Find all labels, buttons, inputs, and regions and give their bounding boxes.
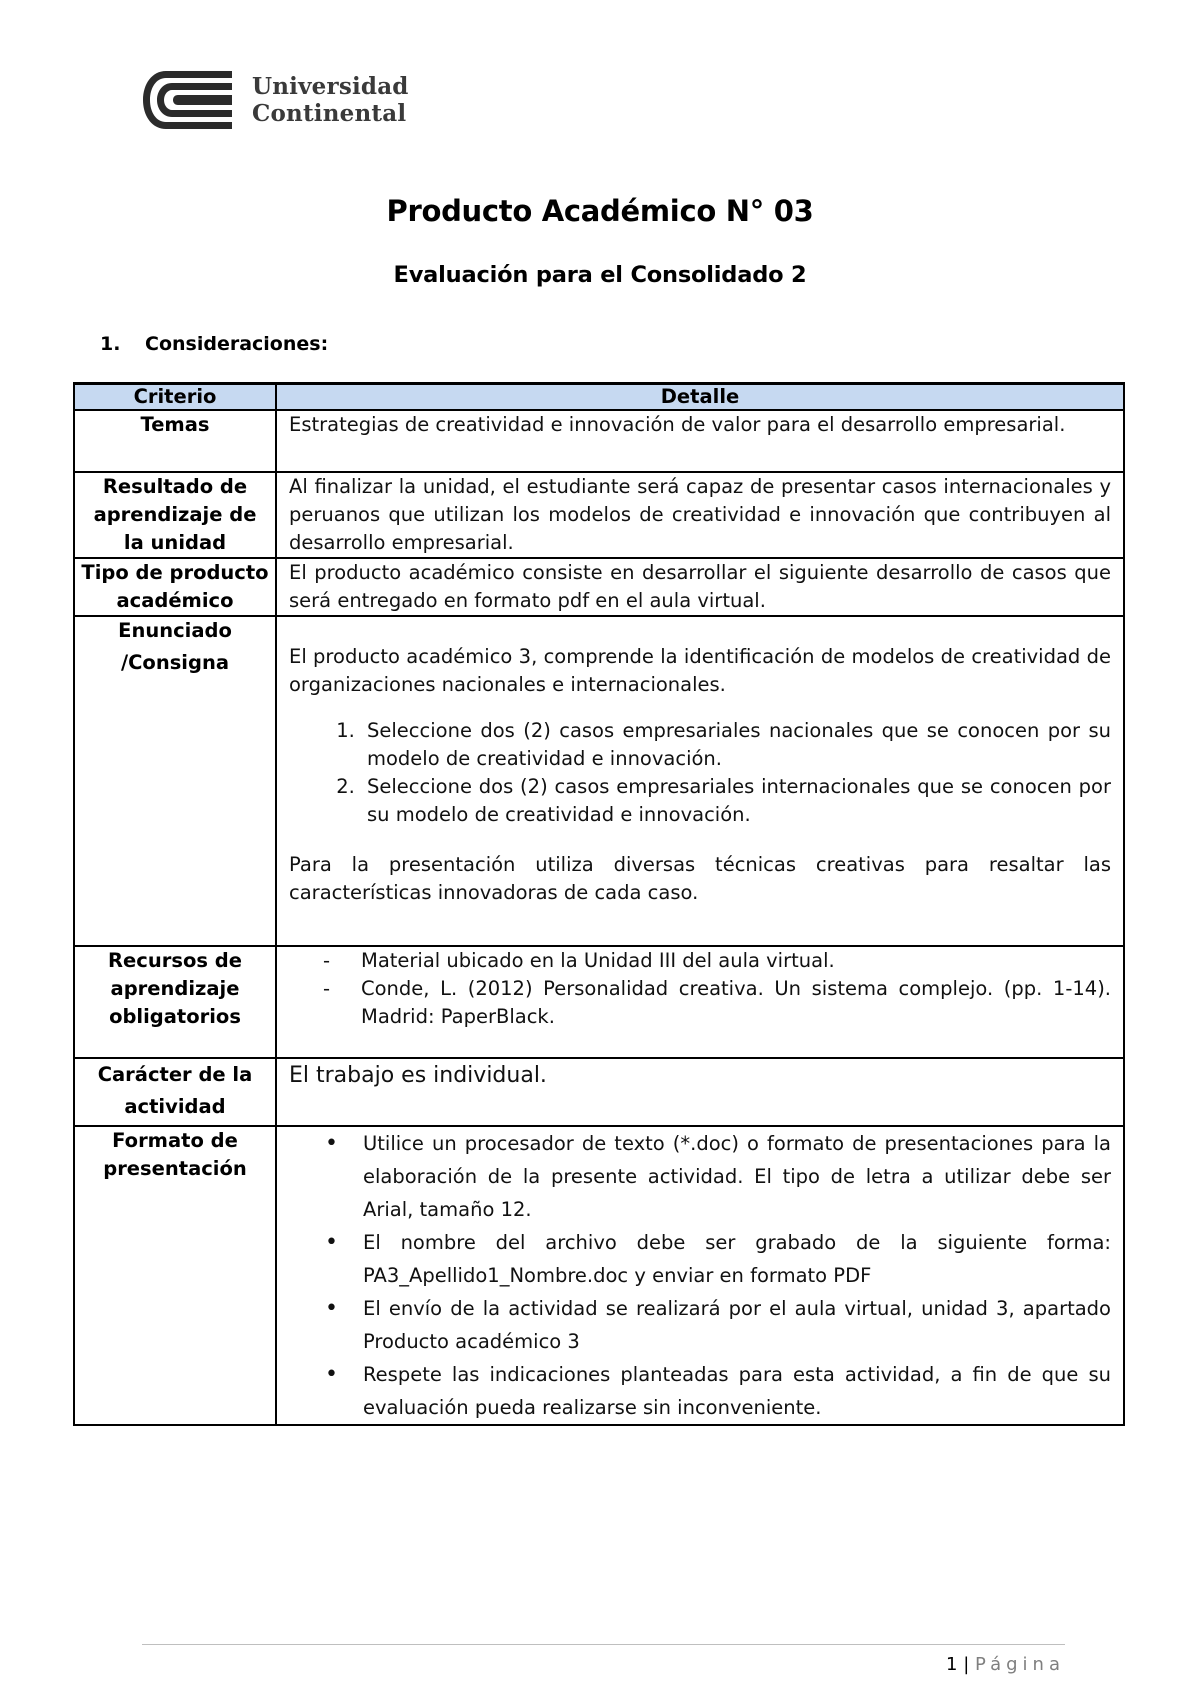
detail-recursos <box>276 946 1124 1058</box>
table-row-resultado <box>74 472 1124 558</box>
detail-temas: Estrategias de creatividad e innovación de valor para el desarrollo empresarial. <box>276 410 1124 472</box>
list-item: 2. Seleccione dos (2) casos empresariales internacionales que se conocen por su modelo de creatividad e innovación. <box>361 773 1111 829</box>
list-item: - Material ubicado en la Unidad III del aula virtual. <box>361 947 1111 975</box>
section-heading <box>100 333 328 355</box>
section-title: Consideraciones: <box>145 333 329 355</box>
university-logo <box>142 66 409 134</box>
footer-divider <box>142 1644 1065 1645</box>
enunciado-closing: Para la presentación utiliza diversas técnicas creativas para resaltar las características innovadoras de cada caso. <box>289 853 1111 904</box>
label-enunciado-line2: /Consigna <box>120 651 229 674</box>
list-item: • El envío de la actividad se realizará por el aula virtual, unidad 3, apartado Producto académico 3 <box>363 1292 1111 1358</box>
label-formato: Formato de presentación <box>74 1126 276 1425</box>
logo-line-1: Universidad <box>252 73 409 100</box>
header-criterion: Criterio <box>74 384 276 411</box>
page-number: 1 <box>946 1654 958 1675</box>
enunciado-steps <box>289 717 1111 829</box>
table-row-caracter <box>74 1058 1124 1126</box>
label-enunciado-line1: Enunciado <box>118 619 232 642</box>
list-item: 1. Seleccione dos (2) casos empresariales nacionales que se conocen por su modelo de creatividad e innovación. <box>361 717 1111 773</box>
enunciado-intro: El producto académico 3, comprende la identificación de modelos de creatividad de organizaciones nacionales e internacionales. <box>289 645 1111 696</box>
document-subtitle: Evaluación para el Consolidado 2 <box>393 262 807 288</box>
detail-formato <box>276 1126 1124 1425</box>
page-label: Página <box>975 1654 1065 1675</box>
label-recursos: Recursos de aprendizaje obligatorios <box>74 946 276 1058</box>
label-temas: Temas <box>74 410 276 472</box>
detail-tipo: El producto académico consiste en desarrollar el siguiente desarrollo de casos que será entregado en formato pdf en el aula virtual. <box>276 558 1124 616</box>
document-title: Producto Académico N° 03 <box>386 194 814 228</box>
detail-resultado: Al finalizar la unidad, el estudiante será capaz de presentar casos internacionales y peruanos que utilizan los modelos de creatividad e innovación que contribuyen al desarrollo empresarial. <box>276 472 1124 558</box>
continental-emblem-icon <box>142 66 234 134</box>
page-separator: | <box>963 1654 970 1675</box>
formato-list <box>289 1127 1111 1424</box>
table-row-enunciado <box>74 616 1124 946</box>
page-footer <box>946 1654 1065 1675</box>
logo-line-2: Continental <box>252 100 407 127</box>
detail-caracter: El trabajo es individual. <box>276 1058 1124 1126</box>
recursos-list <box>289 947 1111 1031</box>
list-item: • El nombre del archivo debe ser grabado de la siguiente forma: PA3_Apellido1_Nombre.doc y enviar en formato PDF <box>363 1226 1111 1292</box>
label-tipo: Tipo de producto académico <box>74 558 276 616</box>
spacer <box>289 617 1111 643</box>
table-row-formato <box>74 1126 1124 1425</box>
list-item: • Respete las indicaciones planteadas para esta actividad, a fin de que su evaluación pueda realizarse sin inconveniente. <box>363 1358 1111 1424</box>
list-item: • Utilice un procesador de texto (*.doc) o formato de presentaciones para la elaboración de la presente actividad. El tipo de letra a utilizar debe ser Arial, tamaño 12. <box>363 1127 1111 1226</box>
label-resultado: Resultado de aprendizaje de la unidad <box>74 472 276 558</box>
label-caracter: Carácter de la actividad <box>74 1058 276 1126</box>
table-row-temas <box>74 410 1124 472</box>
table-row-tipo <box>74 558 1124 616</box>
section-number: 1. <box>100 333 121 355</box>
criteria-table <box>73 382 1125 1426</box>
header-detail: Detalle <box>276 384 1124 411</box>
table-row-recursos <box>74 946 1124 1058</box>
table-header-row <box>74 384 1124 411</box>
detail-enunciado <box>276 616 1124 946</box>
label-enunciado <box>74 616 276 946</box>
list-item: - Conde, L. (2012) Personalidad creativa. Un sistema complejo. (pp. 1-14). Madrid: PaperBlack. <box>361 975 1111 1031</box>
